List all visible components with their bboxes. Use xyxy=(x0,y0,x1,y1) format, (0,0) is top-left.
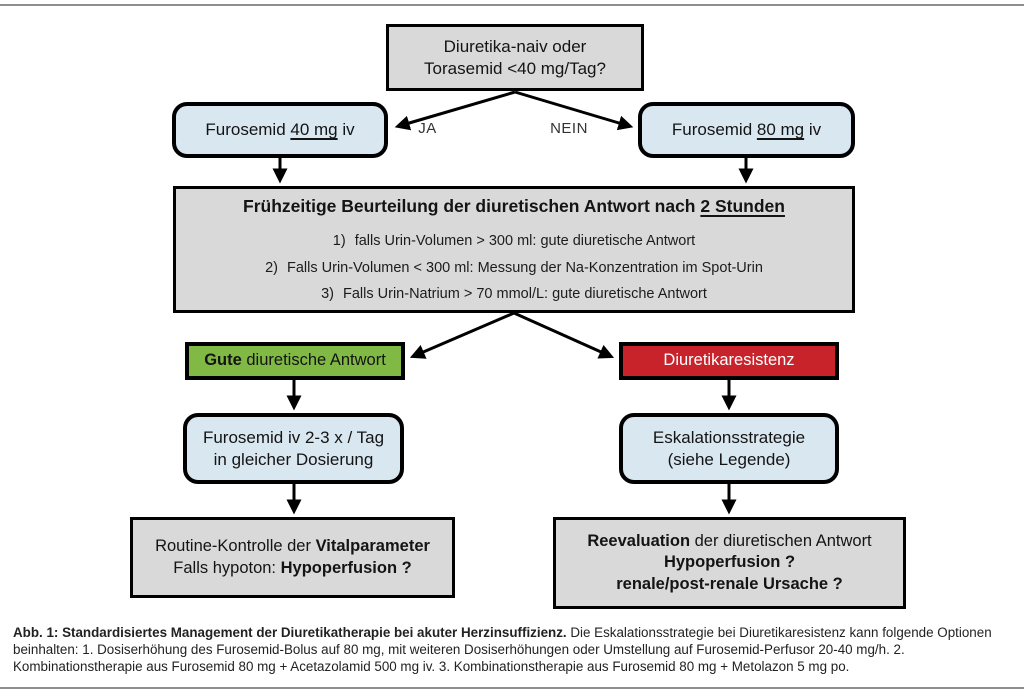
routine-line2-pre: Falls hypoton: xyxy=(173,558,281,577)
node-good-response xyxy=(185,342,405,380)
node-continue-therapy xyxy=(183,413,404,484)
assessment-item-1 xyxy=(333,232,695,251)
assessment-item-2-number: 2) xyxy=(265,259,278,276)
figure-caption xyxy=(13,624,1011,675)
furosemid-80-pre: Furosemid xyxy=(671,120,757,140)
figure-caption-text: Die Eskalationsstrategie bei Diuretikaresistenz kann folgende Optionen beinhalten: 1. Dosiserhöhung des Furosemid-Bolus auf 80 mg, mit weiteren Dosiserhöhungen oder Umstellung auf Furosemid-Perfusor 20-40 mg/h. 2. Kombinationstherapie aus Furosemid 80 mg + Acetazolamid 500 mg iv. 3. Kombinationstherapie aus Furosemid 80 mg + Metolazon 5 mg po. xyxy=(13,625,992,674)
routine-line2 xyxy=(173,558,411,579)
reevaluation-line1-bold: Reevaluation xyxy=(587,532,691,551)
furosemid-80-label xyxy=(672,119,821,141)
edge-label-nein: NEIN xyxy=(550,120,588,137)
arrow-assessment-to-resistance xyxy=(514,313,610,356)
node-assessment xyxy=(173,186,855,313)
node-routine xyxy=(130,517,455,598)
node-decision xyxy=(386,24,644,91)
node-reevaluation xyxy=(553,517,906,609)
node-escalation xyxy=(619,413,839,484)
reevaluation-line1 xyxy=(587,531,871,552)
decision-line1: Diuretika-naiv oder xyxy=(443,36,587,56)
furosemid-40-dose: 40 mg xyxy=(290,120,338,140)
assessment-item-3-number: 3) xyxy=(321,286,335,303)
reevaluation-line1-rest: der diuretischen Antwort xyxy=(690,532,872,551)
assessment-title xyxy=(243,195,785,217)
node-furosemid-40 xyxy=(172,102,388,158)
furosemid-80-post: iv xyxy=(804,120,822,140)
furosemid-80-dose: 80 mg xyxy=(756,120,805,140)
escalation-line1: Eskalationsstrategie xyxy=(652,427,806,447)
routine-line1-pre: Routine-Kontrolle der xyxy=(155,537,316,556)
furosemid-40-label xyxy=(205,119,354,141)
continue-line1: Furosemid iv 2-3 x / Tag xyxy=(202,427,385,447)
reevaluation-line3: renale/post-renale Ursache ? xyxy=(616,574,843,593)
routine-line1 xyxy=(155,536,430,557)
assessment-title-duration: 2 Stunden xyxy=(700,195,785,216)
decision-line2: Torasemid <40 mg/Tag? xyxy=(424,58,606,78)
resistance-label: Diuretikaresistenz xyxy=(663,351,795,370)
figure-caption-title: Abb. 1: Standardisiertes Management der Diuretikatherapie bei akuter Herzinsuffizienz. xyxy=(13,625,567,640)
assessment-title-pre: Frühzeitige Beurteilung der diuretischen Antwort nach xyxy=(243,195,701,216)
furosemid-40-pre: Furosemid xyxy=(205,120,291,140)
edge-label-ja: JA xyxy=(418,120,437,137)
assessment-item-1-text: falls Urin-Volumen > 300 ml: gute diuretische Antwort xyxy=(354,233,696,250)
good-response-label xyxy=(204,350,386,371)
assessment-item-3 xyxy=(321,285,707,304)
reevaluation-line2: Hypoperfusion ? xyxy=(663,553,796,572)
routine-line2-bold: Hypoperfusion ? xyxy=(280,558,412,577)
routine-line1-bold: Vitalparameter xyxy=(315,537,430,556)
good-response-bold: Gute xyxy=(204,351,242,370)
continue-line2: in gleicher Dosierung xyxy=(213,449,374,469)
escalation-line2: (siehe Legende) xyxy=(667,449,791,469)
node-furosemid-80 xyxy=(638,102,855,158)
assessment-item-2 xyxy=(265,259,763,278)
assessment-item-2-text: Falls Urin-Volumen < 300 ml: Messung der Na-Konzentration im Spot-Urin xyxy=(287,259,763,276)
node-resistance xyxy=(619,342,839,380)
assessment-item-1-number: 1) xyxy=(332,233,346,250)
furosemid-40-post: iv xyxy=(337,120,355,140)
arrow-assessment-to-good-response xyxy=(414,313,514,356)
assessment-item-3-text: Falls Urin-Natrium > 70 mmol/L: gute diuretische Antwort xyxy=(343,286,707,303)
good-response-rest: diuretische Antwort xyxy=(241,351,386,370)
